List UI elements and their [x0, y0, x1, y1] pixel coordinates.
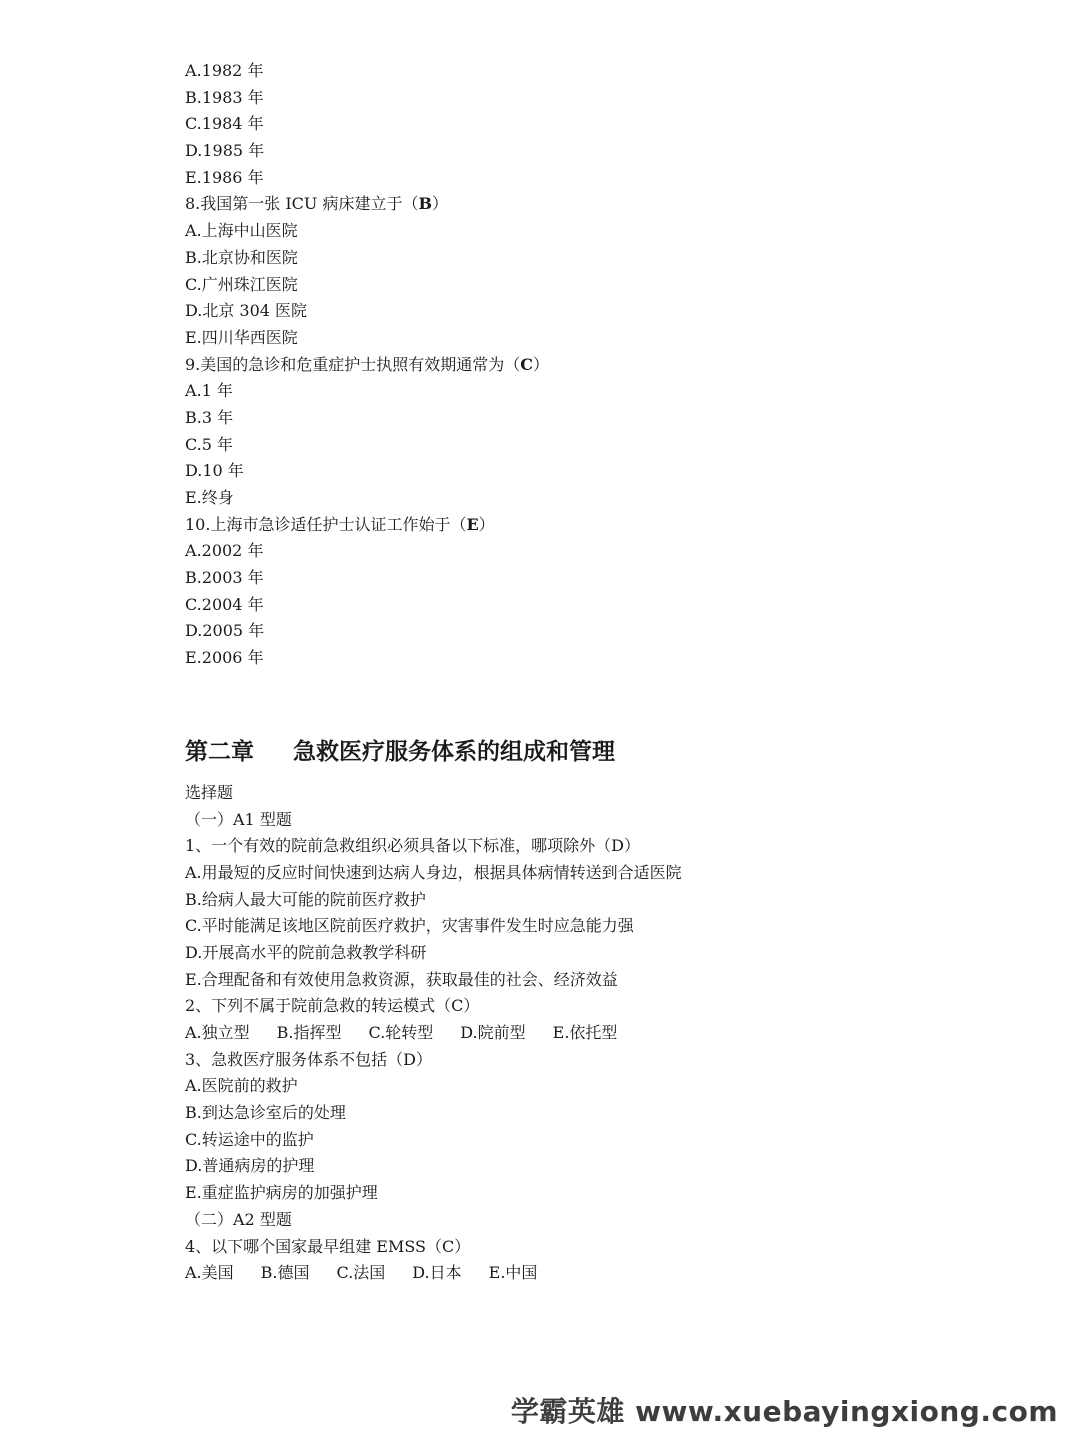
- options-row: [185, 1260, 1005, 1287]
- option-line: B.到达急诊室后的处理: [185, 1103, 346, 1123]
- option-item: E.中国: [488, 1263, 538, 1283]
- option-line: E.2006 年: [185, 648, 264, 668]
- question-4: 4、以下哪个国家最早组建 EMSS（C）: [185, 1236, 471, 1256]
- chapter-number: 第二章: [185, 738, 254, 765]
- option-line: A.1982 年: [185, 61, 264, 80]
- site-watermark: 学霸英雄 www.xuebayingxiong.com: [510, 1395, 1058, 1428]
- option-line: C.2004 年: [185, 594, 264, 614]
- option-item: C.法国: [336, 1263, 386, 1283]
- section-heading: 选择题: [185, 782, 234, 802]
- option-line: E.1986 年: [185, 167, 264, 187]
- option-item: C.轮转型: [368, 1023, 434, 1042]
- option-line: A.医院前的救护: [185, 1076, 298, 1096]
- document-page: [185, 58, 1005, 1287]
- option-item: A.独立型: [185, 1023, 250, 1042]
- option-item: A.美国: [185, 1263, 234, 1283]
- option-line: A.2002 年: [185, 541, 264, 561]
- option-line: A.1 年: [185, 381, 233, 401]
- option-line: B.2003 年: [185, 568, 264, 588]
- question-answer: C: [520, 354, 534, 374]
- option-item: D.院前型: [460, 1023, 526, 1042]
- question-1: 1、一个有效的院前急救组织必须具备以下标准，哪项除外（D）: [185, 836, 641, 856]
- option-line: D.1985 年: [185, 141, 265, 161]
- option-line: C.5 年: [185, 434, 234, 454]
- chapter-heading: [185, 730, 1005, 774]
- option-item: E.依托型: [552, 1023, 618, 1042]
- option-item: D.日本: [412, 1263, 462, 1283]
- option-line: E.终身: [185, 488, 234, 507]
- question-10: 10.上海市急诊适任护士认证工作始于（E）: [185, 514, 495, 534]
- option-line: D.北京 304 医院: [185, 301, 308, 321]
- option-line: E.四川华西医院: [185, 327, 298, 347]
- options-row: [185, 1020, 1005, 1047]
- option-line: B.给病人最大可能的院前医疗救护: [185, 889, 426, 909]
- subsection-heading: （二）A2 型题: [185, 1209, 292, 1229]
- option-line: C.1984 年: [185, 114, 264, 134]
- question-2: 2、下列不属于院前急救的转运模式（C）: [185, 996, 480, 1016]
- option-line: B.1983 年: [185, 87, 264, 107]
- option-line: C.广州珠江医院: [185, 274, 298, 294]
- option-item: B.指挥型: [276, 1023, 342, 1042]
- section-gap: [185, 672, 1005, 730]
- option-line: A.用最短的反应时间快速到达病人身边，根据具体病情转送到合适医院: [185, 862, 682, 882]
- chapter-title: 急救医疗服务体系的组成和管理: [293, 738, 615, 765]
- option-line: D.开展高水平的院前急救教学科研: [185, 942, 427, 962]
- question-9: 9.美国的急诊和危重症护士执照有效期通常为（C）: [185, 354, 550, 374]
- option-line: B.北京协和医院: [185, 247, 298, 267]
- option-line: D.普通病房的护理: [185, 1156, 315, 1176]
- option-line: B.3 年: [185, 407, 234, 427]
- question-answer: B: [418, 194, 433, 214]
- option-item: B.德国: [260, 1263, 310, 1283]
- question-stem: 8.我国第一张 ICU 病床建立于（: [185, 194, 419, 214]
- question-stem: 10.上海市急诊适任护士认证工作始于（: [185, 514, 467, 534]
- option-line: E.重症监护病房的加强护理: [185, 1183, 378, 1203]
- question-3: 3、急救医疗服务体系不包括（D）: [185, 1049, 433, 1069]
- question-8: 8.我国第一张 ICU 病床建立于（B）: [185, 194, 449, 214]
- option-line: A.上海中山医院: [185, 221, 298, 241]
- option-line: D.2005 年: [185, 621, 265, 641]
- option-line: C.平时能满足该地区院前医疗救护，灾害事件发生时应急能力强: [185, 916, 634, 936]
- option-line: C.转运途中的监护: [185, 1129, 314, 1149]
- question-answer: E: [466, 514, 479, 534]
- option-line: E.合理配备和有效使用急救资源，获取最佳的社会、经济效益: [185, 969, 618, 989]
- subsection-heading: （一）A1 型题: [185, 809, 292, 829]
- question-stem: 9.美国的急诊和危重症护士执照有效期通常为（: [185, 354, 521, 374]
- option-line: D.10 年: [185, 461, 244, 481]
